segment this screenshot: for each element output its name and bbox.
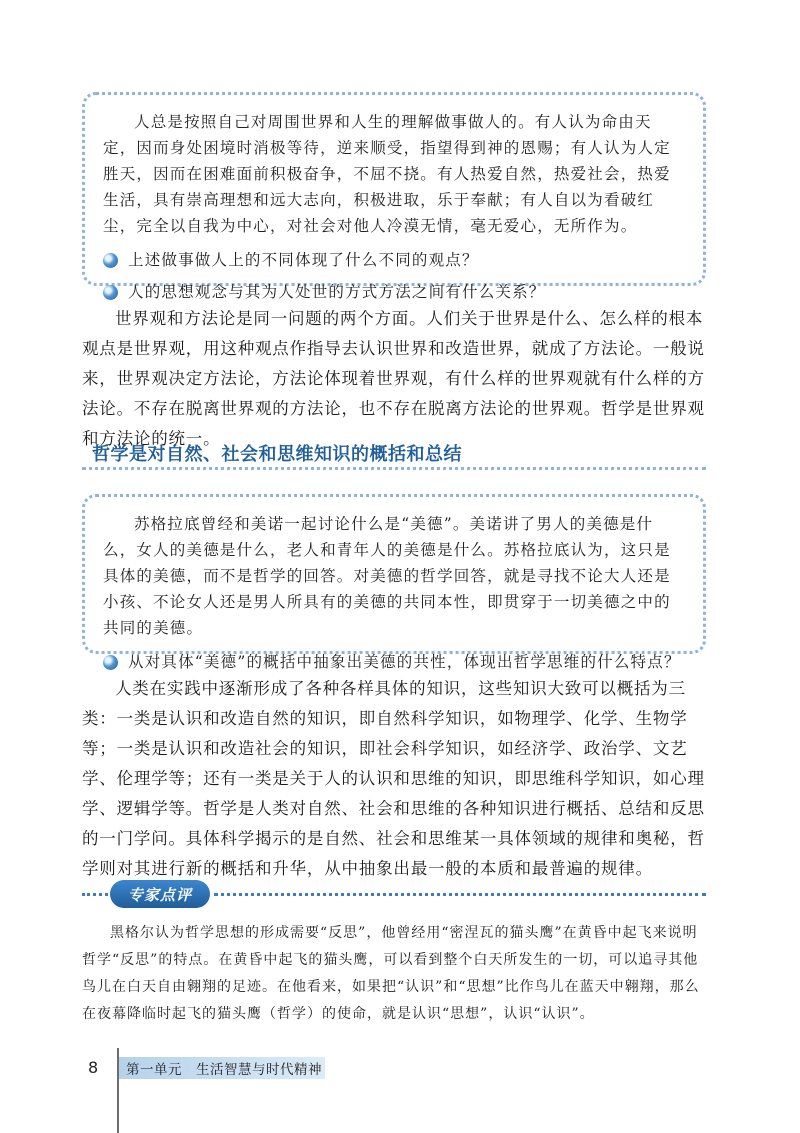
footer-unit-label (126, 1058, 322, 1078)
inquiry-text-2: 苏格拉底曾经和美诺一起讨论什么是“美德”。美诺讲了男人的美德是什么，女人的美德是什么，老人和青年人的美德是什么。苏格拉底认为，这只是具体的美德，而不是哲学的回答。对美德的哲学回答，就是寻找不论大人还是小孩、不论女人还是男人所具有的美德的共同本性，即贯穿于一切美德之中的共同的美德。 (103, 515, 671, 637)
question-item (103, 279, 685, 305)
question-bullet-icon (103, 655, 118, 670)
expert-dotted-divider-right (214, 893, 706, 896)
footer-unit-title: 生活智慧与时代精神 (196, 1062, 322, 1078)
question-item (103, 247, 685, 273)
question-item (103, 649, 685, 675)
body-paragraph-1: 世界观和方法论是同一问题的两个方面。人们关于世界是什么、怎么样的根本观点是世界观，用这种观点作指导去认识世界和改造世界，就成了方法论。一般说来，世界观决定方法论，方法论体现着世界观，有什么样的世界观就有什么样的方法论。不存在脱离世界观的方法论，也不存在脱离方法论的世界观。哲学是世界观和方法论的统一。 (82, 309, 705, 448)
page-number: 8 (88, 1058, 99, 1077)
expert-comment-badge: 专家点评 (110, 880, 210, 908)
inquiry-text-1: 人总是按照自己对周围世界和人生的理解做事做人的。有人认为命由天定，因而身处困境时消极等待，逆来顺受，指望得到神的恩赐；有人认为人定胜天，因而在困难面前积极奋争，不屈不挠。有人热爱自然，热爱社会，热爱生活，具有崇高理想和远大志向，积极进取，乐于奉献；有人自以为看破红尘，完全以自我为中心，对社会对他人冷漠无情，毫无爱心，无所作为。 (103, 113, 671, 235)
expert-dotted-divider-left (82, 893, 108, 896)
expert-comment-text: 黑格尔认为哲学思想的形成需要“反思”，他曾经用“密涅瓦的猫头鹰”在黄昏中起飞来说明哲学“反思”的特点。在黄昏中起飞的猫头鹰，可以看到整个白天所发生的一切，可以追寻其他鸟儿在白天自由翱翔的足迹。在他看来，如果把“认识”和“思想”比作鸟儿在蓝天中翱翔，那么在夜幕降临时起飞的猫头鹰（哲学）的使命，就是认识“思想”，认识“认识”。 (82, 925, 700, 1022)
footer-unit: 第一单元 (126, 1062, 182, 1078)
inquiry-box-2 (82, 494, 706, 671)
expert-comment-header (82, 880, 706, 910)
body-paragraph-2: 人类在实践中逐渐形成了各种各样具体的知识，这些知识大致可以概括为三类：一类是认识和改造自然的知识，即自然科学知识，如物理学、化学、生物学等；一类是认识和改造社会的知识，即社会科学知识，如经济学、政治学、文艺学、伦理学等；还有一类是关于人的认识和思维的知识，即思维科学知识，如心理学、逻辑学等。哲学是人类对自然、社会和思维的各种知识进行概括、总结和反思的一门学问。具体科学揭示的是自然、社会和思维某一具体领域的规律和奥秘，哲学则对其进行新的概括和升华，从中抽象出最一般的本质和最普遍的规律。 (82, 679, 705, 878)
question-text: 人的思想观念与其为人处世的方式方法之间有什么关系？ (128, 283, 546, 301)
question-text: 上述做事做人上的不同体现了什么不同的观点？ (128, 251, 479, 269)
inquiry-box-1 (82, 92, 706, 301)
question-bullet-icon (103, 285, 118, 300)
section-heading: 哲学是对自然、社会和思维知识的概括和总结 (92, 444, 462, 465)
question-text: 从对具体“美德”的概括中抽象出美德的共性，体现出哲学思维的什么特点？ (128, 653, 681, 671)
question-bullet-icon (103, 253, 118, 268)
heading-dotted-divider (82, 467, 706, 470)
